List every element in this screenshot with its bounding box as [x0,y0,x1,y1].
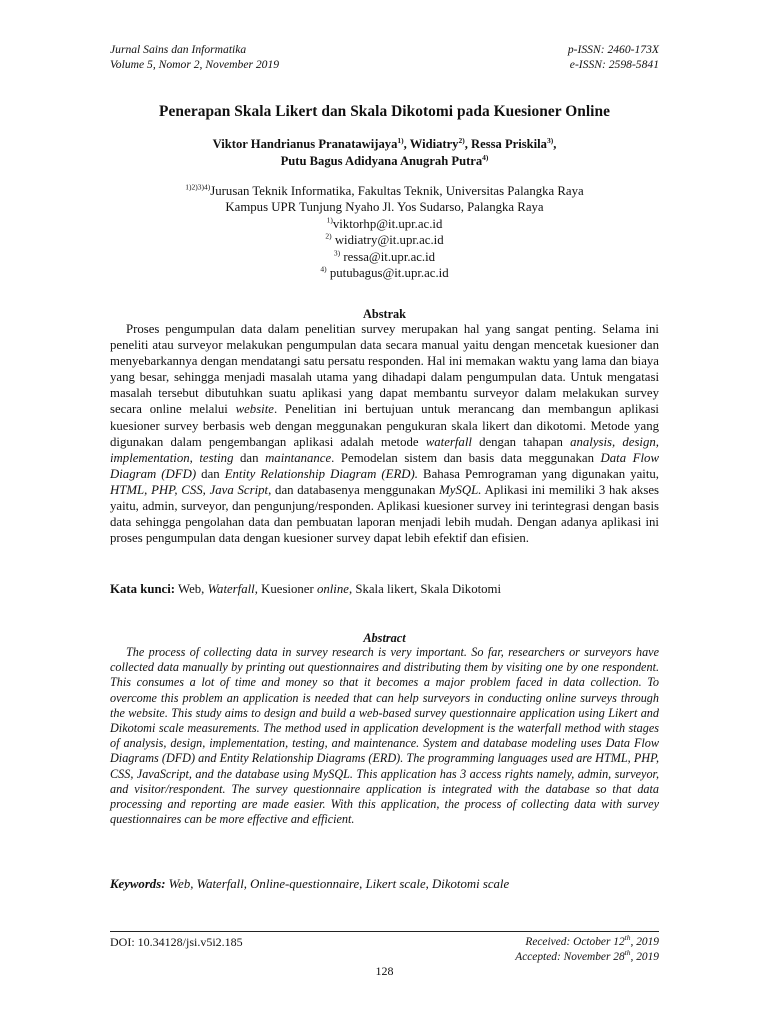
author-name: Putu Bagus Adidyana Anugrah Putra [280,154,483,168]
journal-header-left [110,42,279,72]
affiliation-address: Kampus UPR Tunjung Nyaho Jl. Yos Sudarso, Palangka Raya [225,200,544,215]
journal-header-right [568,42,659,72]
abstrak-italic: Entity Relationship Diagram (ERD). [224,466,418,481]
received-year: , 2019 [630,936,659,948]
keyword-text: Web, [175,582,208,596]
abstrak-italic: Data Flow Diagram (DFD) [110,450,659,481]
abstrak-text: Proses pengumpulan data dalam penelitian survey merupakan hal yang sangat penting. Selama ini peneliti atau surveyor melakukan pengumpulan data secara manual yaitu dengan mencetak kuesioner dan menyebarkannya dengan mendatangi satu persatu responden. Hal ini memakan waktu yang lama dan biaya yang besar, sehingga menjadi masalah utama yang dihadapi dalam pengumpulan data. Untuk mengatasi masalah tersebut dibutuhkan suatu aplikasi yang dapat membantu surveyor dalam melakukan survey secara online melalui [110,322,659,417]
kata-kunci [110,582,659,597]
page-number: 128 [375,964,394,978]
abstrak-italic: website [235,402,274,417]
author-email[interactable]: putubagus@it.upr.ac.id [329,266,449,281]
footer-divider [110,931,659,932]
author-email[interactable]: viktorhp@it.upr.ac.id [332,216,443,231]
abstrak-italic: HTML, PHP, CSS, Java Script [110,482,269,497]
p-issn: p-ISSN: 2460-173X [567,43,659,56]
abstrak-body [110,321,659,546]
received-sup: th [624,933,631,943]
accepted-year: , 2019 [630,951,659,964]
email-sup: 3) [333,248,341,258]
doi[interactable]: DOI: 10.34128/jsi.v5i2.185 [110,935,243,949]
email-sup: 4) [320,264,327,274]
author-sup: 3) [546,135,554,145]
journal-name: Jurnal Sains dan Informatika [110,43,247,56]
abstrak-text: . Penelitian ini bertujuan untuk merancang dan membangun aplikasi kuesioner survey berbasis web dengan meggunakan pengukuran skala likert dan dikotomi. Metode yang digunakan dalam pengembangan aplikasi adalah metode [110,402,659,449]
abstrak-text: Aplikasi ini memiliki 3 hak akses yaitu, admin, surveyor, dan pengunjung/responden. Aplikasi kuesioner survey ini terintegrasi dengan basis data sehingga pengolahan data dan pembuatan laporan menjadi lebih mudah. Dengan adanya aplikasi ini proses pengumpulan data dengan kuesioner survey dapat lebih efektif dan efisien. [110,482,659,546]
keyword-italic: Waterfall [207,582,255,596]
email-sup: 1) [326,215,333,225]
abstrak-text: dengan tahapan [471,434,571,449]
received-text: Received: October 12 [525,936,625,948]
author-sup: 2) [458,135,465,145]
abstrak-text: dan [196,466,225,481]
author-name: Widiatry [409,137,459,151]
author-sup: 1) [397,135,404,145]
e-issn: e-ISSN: 2598-5841 [569,58,659,71]
paper-title: Penerapan Skala Likert dan Skala Dikotomi pada Kuesioner Online [159,103,610,120]
keyword-text: , Kuesioner [254,582,317,596]
accepted-sup: th [624,948,631,958]
affiliation-block [110,183,659,281]
accepted-text: Accepted: November 28 [515,951,625,964]
email-sup: 2) [325,231,332,241]
affiliation-sup: 1)2)3)4) [185,182,211,192]
keyword-text: , Skala likert, Skala Dikotomi [348,582,502,596]
abstrak-italic: waterfall [425,434,472,449]
author-name: Viktor Handrianus Pranatawijaya [212,137,398,151]
abstrak-text: dan [233,450,266,465]
author-email[interactable]: ressa@it.upr.ac.id [343,249,436,264]
abstrak-italic: MySQL. [439,482,482,497]
keywords [110,877,659,892]
abstrak-text: Bahasa Pemrograman yang digunakan yaitu, [417,466,659,481]
author-sup: 4) [482,152,489,162]
kata-kunci-label: Kata kunci: [110,582,176,596]
received-date [515,935,659,950]
abstrak-italic: analysis, design, implementation, testing [110,434,659,465]
abstract-heading: Abstract [363,631,406,645]
author-list: Viktor Handrianus Pranatawijaya$^{1)}$, Widiatry$^{2)}$, Ressa Priskila$^{3)}$, Putu Bagus Adidyana Anugrah Putra$^{4)}$ [212,135,557,168]
abstract-body: The process of collecting data in survey research is very important. So far, researchers or surveyors have collected data manually by printing out questionnaires and distributing them by visiting one by one respondent. This consumes a lot of time and money so that it becomes a major problem faced in data collection. To overcome this problem an application is needed that can help surveyors in conducting online surveys through the website. This study aims to design and build a web-based survey questionnaire application using Likert and Dikotomi scale measurements. The method used in application development is the waterfall method with stages of analysis, design, implementation, testing, and maintenance. System and database modeling uses Data Flow Diagrams (DFD) and Entity Relationship Diagrams (ERD). The programming languages used are HTML, PHP, CSS, JavaScript, and the database using MySQL. This application has 3 access rights namely, admin, surveyor, and visitor/respondent. The survey questionnaire application is integrated with the database so that data processing and reporting are made easier. With this application, the process of collecting data with survey questionnaires can be more effective and efficient. [110,645,659,827]
affiliation-dept: Jurusan Teknik Informatika, Fakultas Teknik, Universitas Palangka Raya [210,184,584,198]
keyword-italic: online [316,582,349,596]
abstrak-text: , dan databasenya menggunakan [268,482,440,497]
abstrak-heading: Abstrak [362,307,407,321]
author-name: Ressa Priskila [471,137,547,151]
keywords-label: Keywords: [110,877,166,891]
keywords-text: Web, Waterfall, Online-questionnaire, Likert scale, Dikotomi scale [165,877,510,891]
abstrak-italic: maintanance [265,450,332,465]
journal-volume: Volume 5, Nomor 2, November 2019 [110,58,280,71]
article-dates [515,935,659,966]
abstrak-text: . Pemodelan sistem dan basis data meggunakan [331,450,601,465]
author-email[interactable]: widiatry@it.upr.ac.id [334,233,444,248]
